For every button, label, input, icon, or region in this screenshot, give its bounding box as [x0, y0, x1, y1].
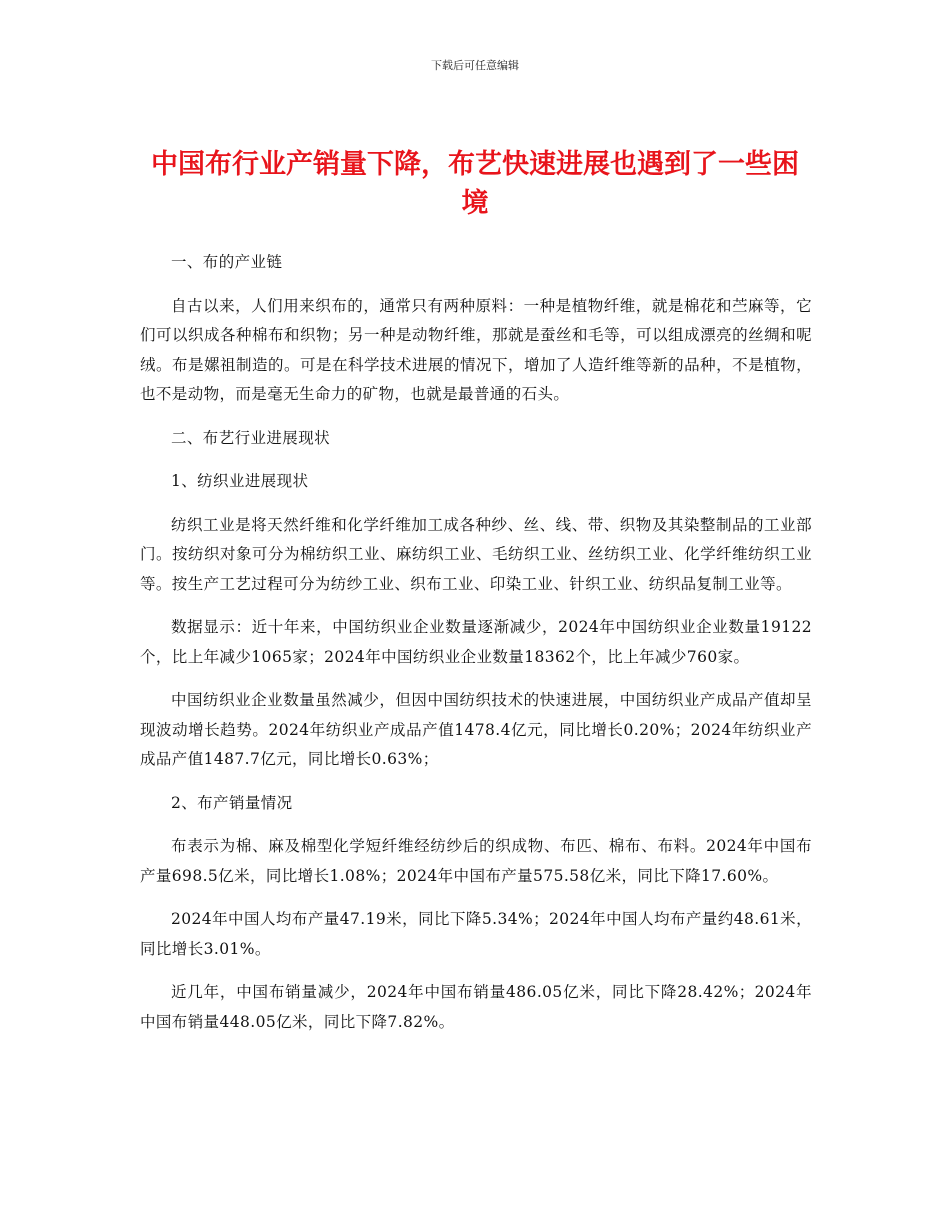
paragraph-origin: 自古以来，人们用来织布的，通常只有两种原料：一种是植物纤维，就是棉花和苎麻等，它们可以织成各种棉布和织物；另一种是动物纤维，那就是蚕丝和毛等，可以组成漂亮的丝绸和呢绒。布是嫘祖制造的。可是在科学技术进展的情况下，增加了人造纤维等新的品种，不是植物，也不是动物，而是毫无生命力的矿物，也就是最普通的石头。	[140, 296, 812, 403]
page-header-note: 下载后可任意编辑	[431, 59, 519, 72]
section-heading-2: 二、布艺行业进展现状	[171, 428, 331, 447]
paragraph-cloth-output: 布表示为棉、麻及棉型化学短纤维经纺纱后的织成物、布匹、棉布、布料。2024年中国布产量698.5亿米，同比增长1.08%；2024年中国布产量575.58亿米，同比下降17.60%。	[140, 837, 812, 885]
subsection-heading-1: 1、纺织业进展现状	[171, 472, 309, 490]
subsection-heading-2: 2、布产销量情况	[171, 793, 293, 812]
paragraph-per-capita: 2024年中国人均布产量47.19米，同比下降5.34%；2024年中国人均布产量约48.61米，同比增长3.01%。	[140, 910, 812, 958]
document-title: 中国布行业产销量下降，布艺快速进展也遇到了一些困境	[151, 149, 799, 219]
paragraph-sales: 近几年，中国布销量减少，2024年中国布销量486.05亿米，同比下降28.42%；2024年中国布销量448.05亿米，同比下降7.82%。	[140, 983, 812, 1031]
paragraph-output-value: 中国纺织业企业数量虽然减少，但因中国纺织技术的快速进展，中国纺织业产成品产值却呈现波动增长趋势。2024年纺织业产成品产值1478.4亿元，同比增长0.20%；2024年纺织业产成品产值1487.7亿元，同比增长0.63%；	[140, 691, 812, 768]
paragraph-enterprise-count: 数据显示：近十年来，中国纺织业企业数量逐渐减少，2024年中国纺织业企业数量19122个，比上年减少1065家；2024年中国纺织业企业数量18362个，比上年减少760家。	[140, 618, 812, 666]
section-heading-1: 一、布的产业链	[171, 253, 283, 271]
paragraph-textile-industry: 纺织工业是将天然纤维和化学纤维加工成各种纱、丝、线、带、织物及其染整制品的工业部门。按纺织对象可分为棉纺织工业、麻纺织工业、毛纺织工业、丝纺织工业、化学纤维纺织工业等。按生产工艺过程可分为纺纱工业、织布工业、印染工业、针织工业、纺织品复制工业等。	[140, 515, 812, 593]
document-body	[140, 248, 812, 1051]
